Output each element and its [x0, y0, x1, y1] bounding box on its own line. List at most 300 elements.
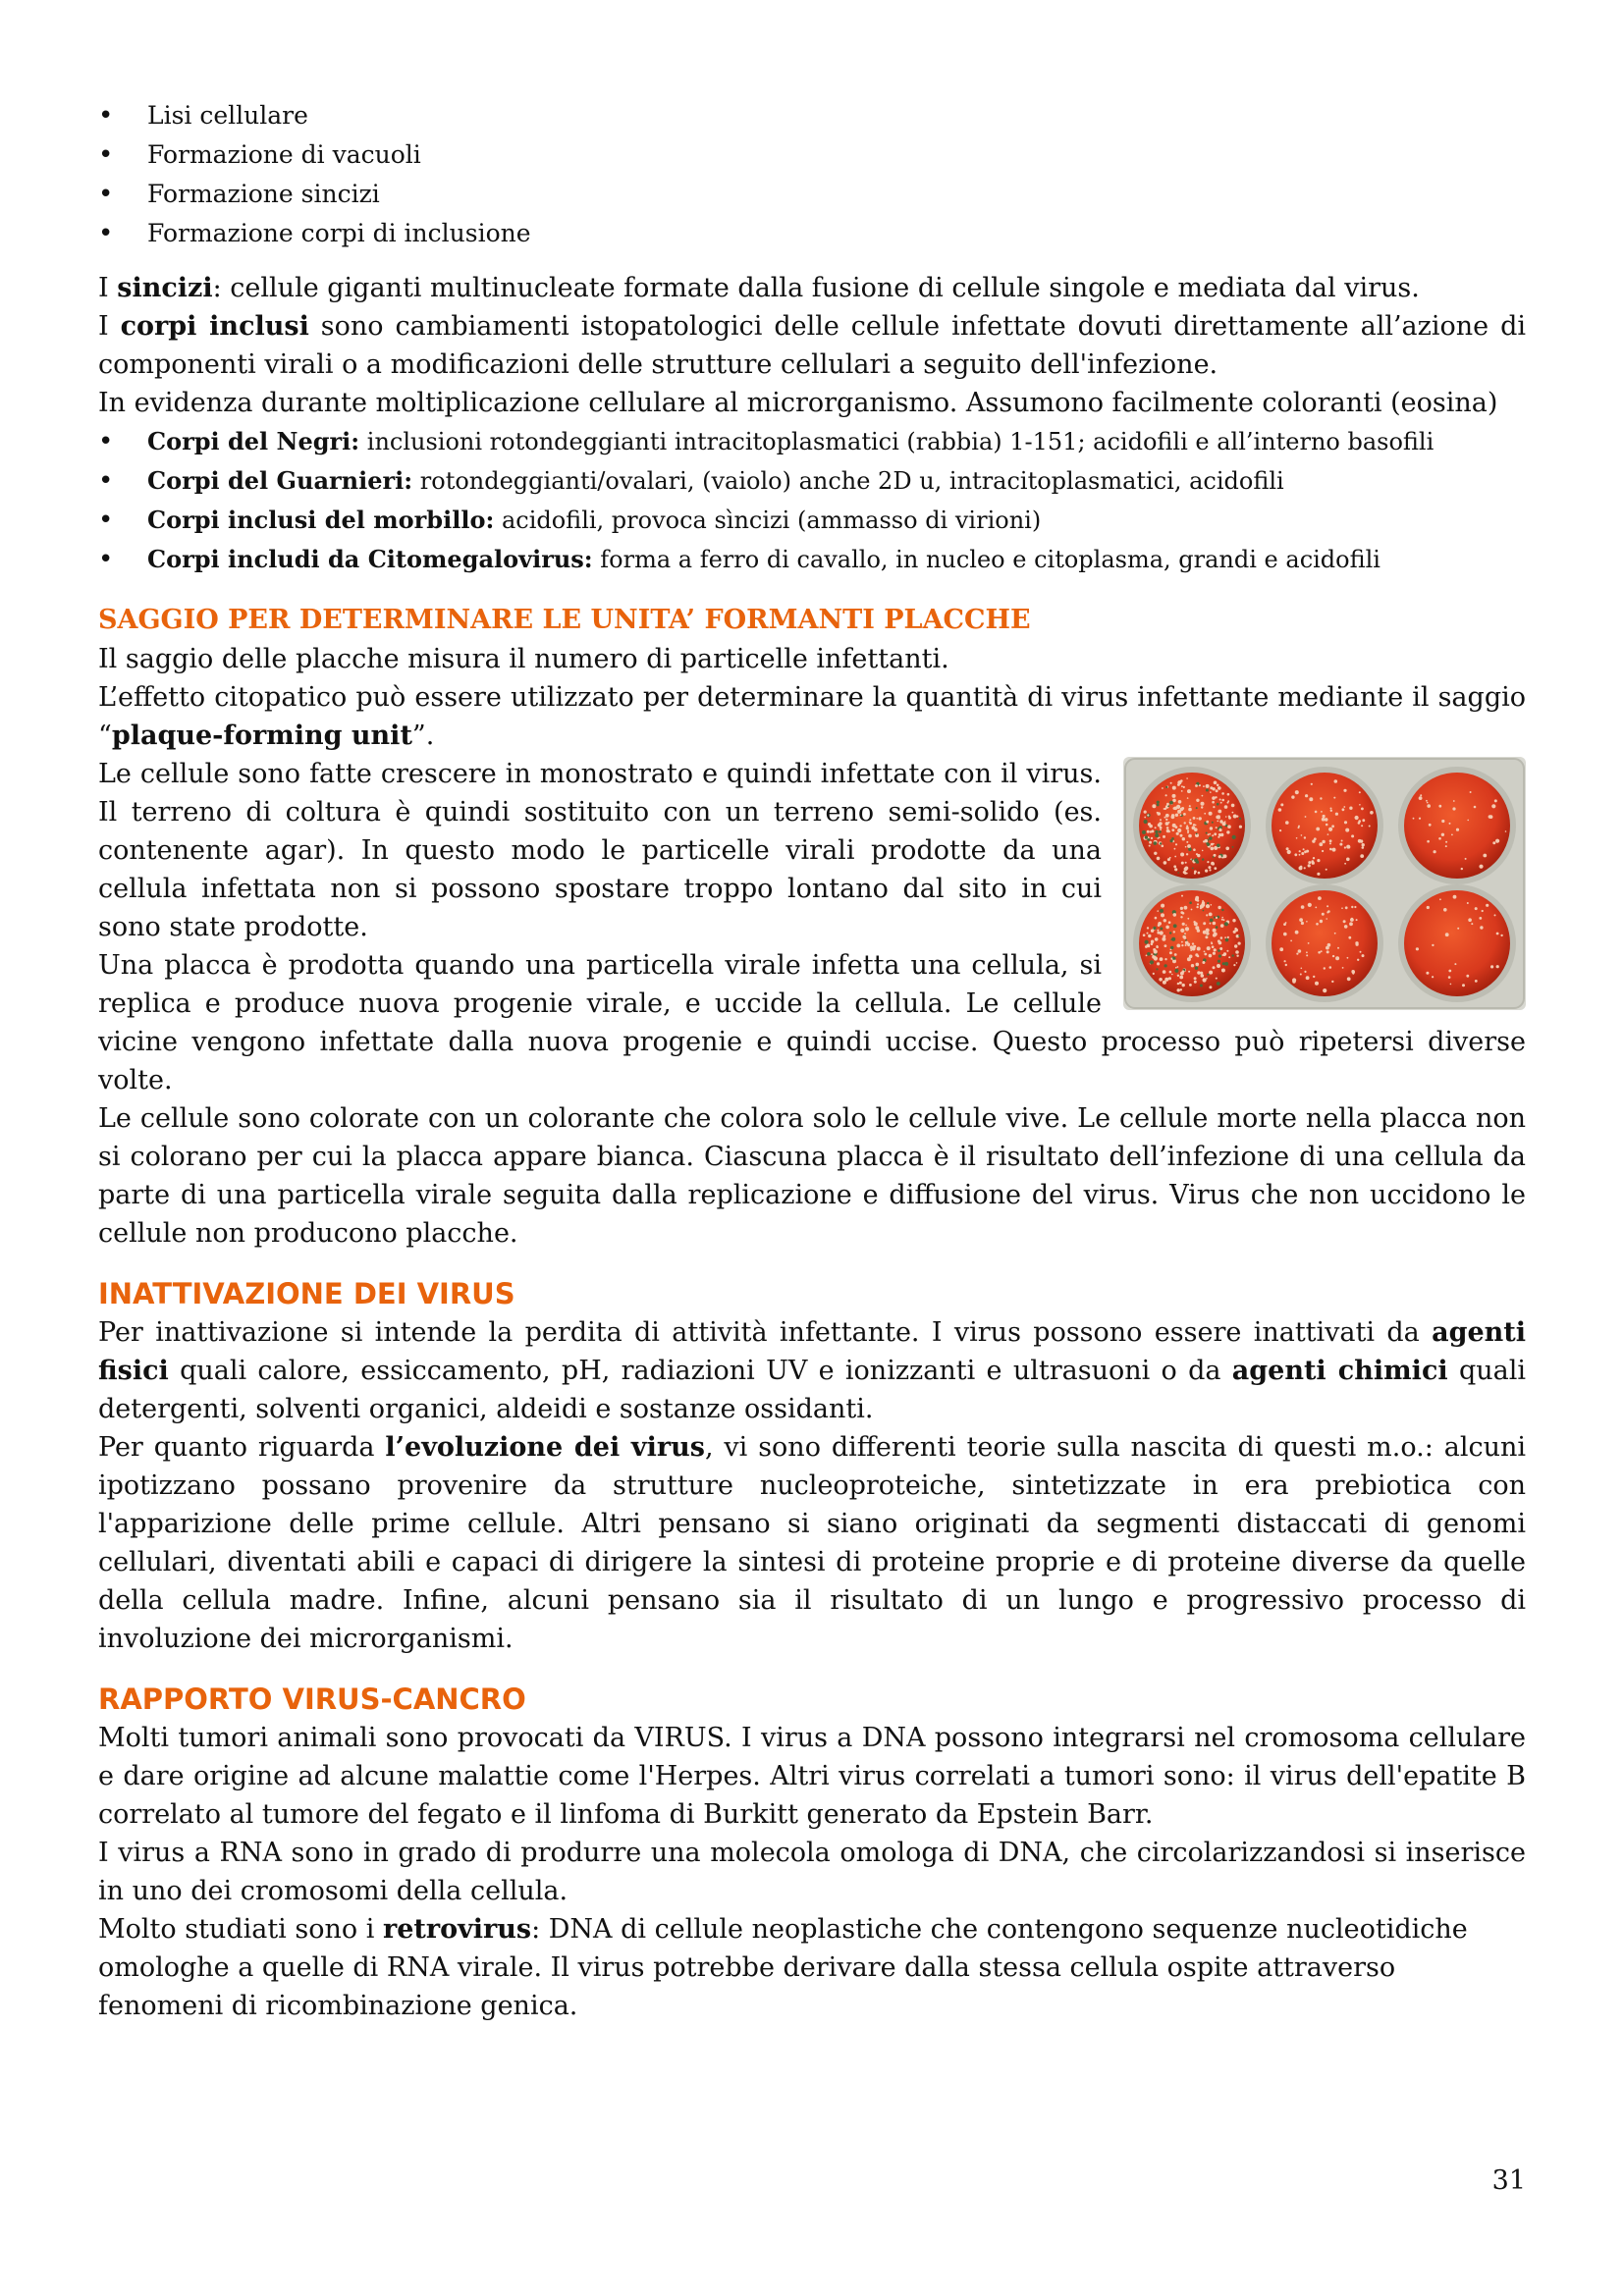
plaque	[1212, 834, 1214, 836]
plaque	[1177, 783, 1180, 786]
plaque	[1222, 962, 1225, 965]
plaque	[1186, 826, 1188, 828]
plaque	[1216, 827, 1218, 828]
plaque	[1211, 847, 1215, 851]
plaque	[1147, 933, 1149, 934]
plaque	[1162, 787, 1164, 789]
plaque	[1330, 808, 1332, 810]
plaque	[1290, 940, 1292, 942]
plaque	[1218, 855, 1221, 858]
plaque	[1466, 975, 1469, 978]
plaque	[1206, 821, 1209, 824]
plaque	[1187, 797, 1189, 799]
plaque	[1217, 784, 1219, 787]
plaque	[1206, 978, 1208, 980]
plaque	[1214, 948, 1217, 951]
plaque	[1196, 963, 1200, 967]
plaque	[1169, 971, 1172, 974]
plaque	[1175, 967, 1177, 969]
plaque	[1206, 929, 1210, 933]
plaque	[1284, 960, 1286, 962]
plaque	[1186, 777, 1188, 779]
plaque	[1205, 870, 1208, 873]
plaque	[1161, 913, 1164, 917]
plaque	[1189, 984, 1192, 987]
plaque	[1434, 850, 1436, 853]
plaque	[1217, 982, 1220, 986]
plaque	[1201, 802, 1205, 806]
plaque	[1163, 970, 1166, 974]
plaque	[1163, 835, 1165, 838]
plaque	[1233, 964, 1235, 966]
plaque	[1429, 824, 1432, 827]
plaque	[1343, 789, 1346, 792]
plaque	[1151, 953, 1153, 955]
plaque	[1170, 839, 1173, 842]
plaque	[1306, 951, 1308, 953]
plaque	[1306, 850, 1309, 853]
plaque	[1450, 984, 1452, 986]
plaque	[1309, 797, 1313, 801]
plaque	[1341, 907, 1343, 909]
plaque	[1212, 801, 1215, 804]
plaque	[1322, 818, 1326, 822]
plaque	[1212, 822, 1214, 824]
plaque	[1180, 988, 1182, 990]
plaque	[1218, 815, 1220, 818]
well	[1272, 890, 1378, 996]
plaque	[1157, 804, 1160, 807]
plaque	[1355, 941, 1358, 944]
plaque	[1221, 917, 1223, 919]
saggio-p3: Le cellule sono fatte crescere in monostrato e quindi infettate con il virus. Il terreno di coltura è quindi sostituito con un terreno semi-solido (es. contenente agar). In questo modo le particelle virali prodotte da una cellula infettata non si possono spostare troppo lontano dal sito in cui sono state prodotte.	[98, 759, 1102, 942]
plaque	[1197, 971, 1200, 974]
plaque	[1351, 834, 1354, 837]
plaque	[1304, 867, 1306, 869]
plaque	[1483, 854, 1487, 858]
plaque	[1182, 935, 1185, 938]
plaque	[1313, 857, 1315, 859]
plaque	[1299, 850, 1301, 852]
plaque	[1166, 803, 1169, 806]
plaque	[1188, 971, 1190, 973]
plaque	[1227, 793, 1230, 796]
plaque	[1153, 948, 1156, 951]
plaque	[1157, 930, 1159, 932]
plaque	[1305, 816, 1307, 818]
plaque	[1179, 830, 1181, 832]
plaque	[1453, 800, 1455, 802]
plaque	[1419, 796, 1423, 800]
plaque	[1192, 947, 1196, 951]
plaque	[1313, 976, 1315, 978]
cancro-p2: I virus a RNA sono in grado di produrre una molecola omologa di DNA, che circolarizzandosi si inserisce in uno dei cromosomi della cellula.	[98, 1838, 1526, 1906]
plaque	[1176, 944, 1180, 948]
plaque	[1155, 830, 1158, 833]
plaque	[1316, 923, 1319, 926]
plaque	[1175, 814, 1178, 817]
plaque	[1219, 799, 1221, 801]
plaque	[1195, 953, 1198, 956]
plaque	[1189, 819, 1191, 821]
plaque	[1496, 933, 1499, 935]
plaque	[1232, 835, 1236, 839]
inclusion-bodies-list	[98, 422, 1526, 579]
plaque	[1321, 811, 1323, 813]
plaque	[1420, 794, 1422, 796]
plaque	[1187, 829, 1189, 831]
plaque	[1474, 806, 1477, 809]
plaque	[1232, 954, 1234, 956]
plaque	[1438, 837, 1441, 840]
plaque	[1427, 840, 1430, 843]
heading-inattivazione: INATTIVAZIONE DEI VIRUS	[98, 1277, 515, 1310]
plaque	[1341, 840, 1343, 842]
plaque	[1189, 822, 1192, 825]
plaque	[1218, 833, 1221, 836]
plaque	[1209, 833, 1211, 835]
plaque	[1204, 813, 1206, 815]
plaque	[1174, 856, 1176, 858]
plaque	[1326, 869, 1327, 871]
plaque	[1174, 848, 1176, 850]
plaque	[1489, 815, 1493, 819]
plaque	[1187, 789, 1191, 793]
plaque	[1327, 943, 1331, 947]
plaque	[1315, 811, 1318, 814]
plaque	[1160, 909, 1164, 913]
plaque	[1221, 969, 1225, 973]
plaque	[1188, 847, 1192, 851]
plaque	[1209, 971, 1213, 975]
plaque	[1227, 802, 1229, 804]
plaque	[1213, 929, 1217, 933]
plaque	[1147, 830, 1150, 833]
plaque	[1148, 823, 1151, 826]
plaque	[1173, 931, 1175, 933]
saggio-p5: Le cellule sono colorate con un colorante che colora solo le cellule vive. Le cellule morte nella placca non si colorano per cui la placca appare bianca. Ciascuna placca è il risultato dell’infezione di una cellula da parte di una particella virale seguita dalla replicazione e diffusione del virus. Virus che non uccidono le cellule non producono placche.	[98, 1103, 1526, 1249]
plaque	[1206, 832, 1208, 834]
plaque	[1216, 789, 1218, 792]
plaque	[1201, 903, 1205, 907]
plaque	[1180, 911, 1183, 914]
plaque	[1303, 848, 1305, 850]
plaque	[1355, 816, 1359, 820]
plaque	[1191, 909, 1193, 911]
plaque	[1173, 865, 1176, 868]
plaque	[1212, 796, 1216, 800]
plaque	[1335, 813, 1338, 816]
plaque	[1301, 968, 1303, 970]
plaque	[1311, 783, 1313, 785]
plaque	[1165, 814, 1169, 818]
plaque	[1327, 833, 1329, 835]
plaque	[1362, 846, 1365, 849]
plaque	[1343, 806, 1345, 808]
list-item: • Corpi del Guarnieri: rotondeggianti/ovalari, (vaiolo) anche 2D u, intracitoplasmatici, acidofili	[98, 461, 1526, 501]
plaque	[1219, 828, 1221, 830]
plaque	[1200, 985, 1203, 988]
plaque	[1168, 977, 1171, 980]
plaque	[1185, 862, 1187, 864]
plaque	[1236, 816, 1238, 818]
plaque	[1456, 828, 1459, 831]
plaque	[1427, 804, 1431, 808]
plaque	[1143, 934, 1146, 936]
plaque	[1362, 954, 1365, 957]
plaque	[1224, 805, 1228, 809]
plaque	[1467, 902, 1469, 904]
plaque	[1333, 797, 1335, 799]
plaque	[1177, 872, 1179, 874]
plaque	[1184, 906, 1188, 910]
plaque	[1169, 932, 1171, 934]
term-retrovirus: retrovirus	[382, 1914, 532, 1945]
plaque	[1144, 817, 1146, 819]
plaque	[1187, 918, 1189, 920]
plaque	[1182, 984, 1185, 987]
plaque	[1158, 837, 1160, 839]
plaque	[1348, 936, 1351, 939]
plaque	[1301, 922, 1304, 925]
plaque	[1157, 801, 1160, 804]
plaque	[1206, 789, 1209, 792]
plaque	[1479, 865, 1483, 869]
plaque	[1339, 843, 1342, 846]
plaque	[1218, 960, 1220, 963]
plaque	[1432, 944, 1434, 946]
plaque	[1323, 988, 1326, 992]
plaque	[1194, 873, 1196, 875]
plaque	[1211, 843, 1214, 846]
plaque	[1196, 799, 1199, 802]
plaque	[1180, 929, 1184, 933]
plaque	[1356, 919, 1358, 921]
plaque	[1174, 969, 1178, 973]
plaque	[1223, 954, 1226, 957]
plaque	[1358, 822, 1361, 825]
plaque	[1448, 970, 1451, 973]
plaque	[1445, 933, 1449, 936]
plaque	[1308, 903, 1312, 907]
plaque	[1177, 966, 1179, 968]
plaque	[1234, 944, 1237, 947]
plaque	[1189, 901, 1192, 904]
plaque	[1152, 804, 1156, 808]
plaque	[1165, 786, 1167, 788]
plaque	[1176, 805, 1180, 809]
plaque	[1209, 869, 1211, 871]
list-item: • Corpi del Negri: inclusioni rotondeggianti intracitoplasmatici (rabbia) 1-151; acidofili e all’interno basofili	[98, 422, 1526, 461]
plaque	[1427, 906, 1430, 909]
plaque	[1357, 959, 1359, 961]
plaque	[1326, 918, 1327, 920]
plaque	[1443, 908, 1447, 912]
plaque	[1165, 822, 1169, 826]
plaque	[1344, 925, 1348, 929]
plaque	[1214, 934, 1216, 936]
plaque	[1228, 956, 1230, 958]
plaque	[1197, 947, 1201, 951]
plaque	[1439, 898, 1441, 900]
plaque	[1210, 919, 1214, 923]
plaque	[1299, 854, 1301, 856]
plaque	[1454, 963, 1456, 965]
plaque	[1154, 852, 1157, 855]
plaque	[1157, 812, 1161, 816]
plaque	[1177, 983, 1179, 985]
plaque	[1160, 819, 1162, 821]
plaque	[1218, 786, 1221, 790]
plaque	[1500, 934, 1502, 936]
plaque	[1480, 926, 1483, 929]
plaque	[1187, 844, 1191, 848]
plaque	[1326, 824, 1328, 827]
plaque	[1177, 988, 1180, 991]
plaque	[1224, 936, 1226, 938]
plaque	[1191, 964, 1194, 967]
plaque	[1231, 804, 1235, 808]
plaque	[1223, 854, 1227, 858]
plaque	[1181, 944, 1183, 946]
plaque	[1232, 846, 1234, 848]
plaque	[1319, 842, 1323, 846]
plaque	[1206, 914, 1208, 916]
plaque	[1187, 831, 1189, 833]
plaque	[1159, 978, 1163, 982]
plaque	[1201, 974, 1205, 978]
plaque	[1216, 917, 1218, 919]
plaque	[1323, 815, 1326, 818]
plaque	[1206, 932, 1209, 934]
plaque	[1159, 822, 1163, 826]
plaque	[1326, 905, 1328, 907]
plaque	[1285, 964, 1287, 966]
plaque	[1199, 817, 1202, 820]
plaque	[1227, 825, 1231, 828]
plaque	[1322, 850, 1324, 852]
plaque	[1146, 955, 1148, 957]
plaque	[1151, 940, 1154, 943]
plaque	[1315, 907, 1317, 909]
plaque	[1184, 822, 1186, 824]
plaque	[1238, 935, 1240, 937]
plaque	[1224, 821, 1226, 823]
plaque	[1361, 808, 1364, 811]
six-well-plate-image	[1123, 757, 1526, 1010]
plaque	[1329, 842, 1331, 844]
plaque	[1212, 787, 1215, 790]
plaque	[1448, 976, 1451, 979]
plaque	[1221, 919, 1223, 921]
term-pfu: plaque-forming unit	[111, 721, 412, 751]
plaque	[1156, 968, 1158, 970]
plaque	[1347, 957, 1349, 959]
plaque	[1214, 916, 1216, 918]
plaque	[1335, 956, 1339, 960]
plaque	[1147, 927, 1149, 929]
plaque	[1492, 841, 1495, 844]
plaque	[1331, 825, 1334, 828]
plaque	[1362, 819, 1365, 822]
plaque	[1279, 829, 1281, 831]
plaque	[1225, 938, 1229, 942]
plaque	[1142, 830, 1146, 834]
plaque	[1144, 820, 1148, 824]
plaque	[1221, 799, 1224, 802]
plaque	[1185, 941, 1189, 945]
plaque	[1155, 917, 1158, 920]
plaque	[1465, 858, 1467, 860]
plaque	[1490, 965, 1493, 968]
plaque	[1304, 971, 1306, 973]
plaque	[1205, 935, 1208, 938]
plaque	[1342, 967, 1344, 969]
plaque	[1438, 805, 1441, 808]
plaque	[1148, 945, 1150, 947]
plaque	[1151, 930, 1154, 933]
plaque	[1165, 819, 1167, 821]
plaque	[1351, 906, 1353, 908]
plaque	[1344, 846, 1346, 848]
plaque	[1192, 859, 1194, 861]
plaque	[1161, 904, 1164, 908]
plaque	[1196, 833, 1198, 835]
plaque	[1180, 814, 1182, 816]
plaque	[1207, 902, 1209, 904]
plaque	[1197, 899, 1199, 901]
plaque	[1445, 841, 1447, 843]
saggio-p2: L’effetto citopatico può essere utilizzato per determinare la quantità di virus infettante mediante il saggio “plaque-forming unit”.	[98, 682, 1526, 751]
plaque	[1233, 815, 1237, 819]
plaque	[1164, 817, 1166, 819]
plaque	[1217, 844, 1220, 848]
plaque	[1224, 922, 1228, 926]
plaque	[1151, 837, 1153, 839]
plaque	[1467, 820, 1469, 822]
plaque	[1451, 834, 1453, 836]
plaque	[1235, 950, 1239, 954]
plaque	[1185, 925, 1187, 927]
plaque	[1213, 806, 1215, 808]
plaque	[1184, 933, 1186, 934]
plaque	[1182, 837, 1185, 840]
plaque	[1316, 828, 1320, 831]
plaque	[1214, 781, 1218, 785]
plaque	[1479, 917, 1482, 920]
plaque	[1426, 972, 1429, 975]
plaque	[1361, 825, 1363, 827]
plaque	[1225, 816, 1227, 818]
plaque	[1416, 947, 1419, 950]
plaque	[1218, 810, 1221, 814]
plaque	[1332, 955, 1334, 957]
plaque	[1160, 957, 1164, 961]
plaque	[1192, 942, 1194, 944]
plaque	[1180, 853, 1184, 857]
well	[1404, 890, 1510, 996]
plaque	[1210, 923, 1212, 925]
plaque	[1221, 792, 1224, 795]
plaque	[1208, 866, 1211, 869]
plaque	[1160, 928, 1163, 931]
plaque	[1157, 962, 1160, 965]
plaque	[1225, 847, 1229, 851]
plaque	[1155, 937, 1159, 941]
plaque	[1300, 974, 1302, 976]
plaque	[1301, 905, 1305, 909]
well	[1404, 773, 1510, 879]
